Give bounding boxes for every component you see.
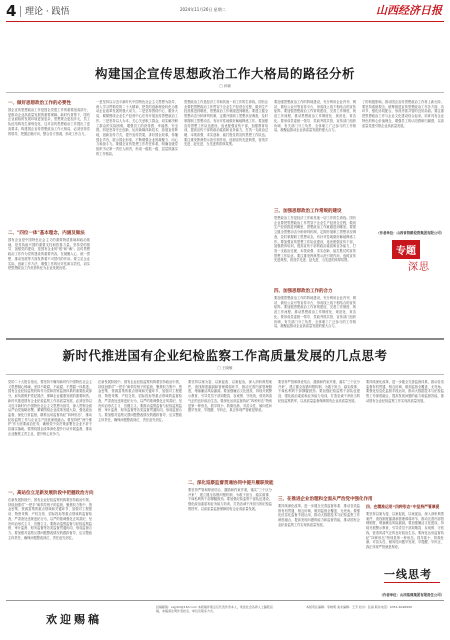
article1-headline: 构建国企宣传思想政治工作大格局的路径分析: [94, 66, 355, 81]
article1-subhead-1: 一、做好思想政治工作的必要性: [8, 101, 71, 106]
header-rule: [6, 21, 444, 22]
article2-subhead-4: 四、在精准运用“四种形态”中坚持严管厚爱: [366, 504, 440, 509]
frontline-thinking-tag: [384, 560, 444, 590]
article1-col4-b: 要加强思想政治工作的阵地建设，充分利用企业内刊、网站、微信公众号等宣传平台，形成线上线下相结合的宣传矩阵。要加强思想政治工作常规建设，完善工作制度，规范工作流程，推动思想政治工作制度化、规范化、常态化。要形成党委统一领导、党政齐抓共管、宣传部门组织协调、有关部门分工负责、全体职工广泛参与的工作格局，凝聚起推动企业高质量发展的强大合力。: [274, 296, 356, 329]
article1-col1-a: 国企宣传思想政治工作是国企党建工作的重要组成部分，是推动企业高质量发展的重要保障。新时代背景下，国有企业面临的发展环境更加复杂，思想观念更加多元，员工队伍结构发生深刻变化，这对宣传思想政治工作提出了更高要求。构建国企宣传思想政治工作大格局，必须坚持党的领导，把握正确方向，整合各方资源，形成工作合力。: [8, 108, 90, 136]
article1-col4-mid: 思想政治工作是经济工作和其他一切工作的生命线。国有企业要把思想政治工作贯穿于企业生产经营全过程，做到生产经营推进到哪里，思想政治工作就跟进到哪里。要建立健全思想动态分析研判机制，定期开展职工思想状况调查，及时掌握职工思想动态，有针对性地做好解疑释惑工作。要加强宣传思想工作队伍建设，选优配强宣传干部，加强教育培训，提高宣传干部的政治素质和业务能力，打造一支政治过硬、本领高强、求实创新、能打胜仗的宣传思想工作队伍。要注重发挥典型示范引领作用，选树宣传先进典型，营造学先进、赶先进、当先进的浓厚氛围。: [274, 216, 356, 263]
header-divider: [20, 6, 21, 17]
tag2-label: 一线思考: [384, 568, 432, 581]
article2-col1: 党的二十大报告指出，要坚持不懈用新时代中国特色社会主义思想凝心铸魂，坚持不敢腐、不能腐、不想腐一体推进。国有企业纪检监察机构作为党和国家监督体系的重要组成部分，肩负着维护党纪国法、保障企业健康发展的重要职责。新时代推进国有企业纪检监察工作高质量发展，必须坚持以习近平新时代中国特色社会主义思想为指导，深入贯彻全面从严治党战略部署，紧紧围绕企业改革发展大局，强化政治监督，深化日常监督，精准运用监督执纪“四种形态”，推动纪检监察工作与企业生产经营深度融合。要坚持把“两个维护”作为首要政治任务，确保党中央决策部署在企业不折不扣落实落地。要围绕国企改革深化提升行动开展监督，推动企业聚焦主责主业，提升核心竞争力。: [8, 380, 92, 436]
article2-headline: 新时代推进国有企业纪检监察工作高质量发展的几点思考: [62, 348, 388, 363]
article2-col4: 要坚持严管和厚爱结合、激励和约束并重，落实“三个区分开来”，建立健全容错纠错机制，为敢于担当、踏实做事、不谋私利的干部撑腰鼓劲。要加强纪检监察干部队伍建设，强化政治素质和业务能力培训，打造忠诚干净担当的纪检监察铁军，以高质量监督保障国有企业高质量发展。: [278, 380, 360, 403]
article1-subhead-2: 二、"四位一体"基本理念，内涵及做法: [8, 231, 85, 236]
article-separator: [6, 338, 444, 340]
article1-author: □ 孙颖: [219, 84, 231, 88]
article2-col2: 在新发展阶段中，国有企业纪检监察机构要坚持政治引领，持续加强对“一把手”和领导班子的监督，聚焦权力集中、资金密集、资源富集的重点领域和关键环节，加强对工程建设、物资采购、产权交易、招标投标等重点领域的监督检查，严肃查处违规违纪行为，以严的基调强化正风肃纪，坚决纠治形式主义、官僚主义。要推动巡察监督与纪检监察监督、审计监督、财务监督等各类监督贯通协同，形成监督合力。要加强对巡察反馈问题整改情况的跟踪督导，压实整改主体责任，确保问题整改到位、责任追究到位。: [98, 380, 182, 422]
article2-col5: 要持续深化改革，进一步健全完善监督体系，推动各类监督有机贯通、相互协调，做到监督全覆盖、无死角。要强化信息化监督手段运用，推动大数据技术与纪检监察工作深度融合，提高发现问题的能力和监督效能，推动国有企业纪检监察工作实现高质量发展。: [366, 380, 444, 403]
welcome-submissions: 欢迎赐稿: [46, 613, 102, 626]
article2-col5-b: 要坚持以案为鉴、以案促改、以案促治，深入剖析典型案件，查找制度漏洞和管理薄弱环节，推动完善内部管理制度，堵塞廉洁风险漏洞。要加强廉洁文化建设，持续开展警示教育，引导党员干部知敬畏、存戒惧、守底线，营造风清气正的良好政治生态。要深化运用监督执纪“四种形态”特别是第一种形态，抓早抓小、防微杜渐，对苗头性、倾向性问题早发现、早提醒、早纠正，真正体现严管就是厚爱。: [366, 512, 444, 549]
article1-col5: 了的积极影响，推动国企宣传思想政治工作再上新台阶。要坚持系统观念，统筹推进宣传思想政治工作各方面、各环节，强化协同配合，形成齐抓共管的良好局面。要注重把思想政治工作与企业文化建设结合起来，培育具有企业特色的核心价值理念，增强员工的认同感和归属感，以高质量党建引领企业高质量发展。: [362, 100, 444, 128]
article2-col3-b: 要坚持严管和厚爱结合、激励和约束并重，落实“三个区分开来”，建立健全容错纠错机制，为敢于担当、踏实做事、不谋私利的干部撑腰鼓劲。要加强纪检监察干部队伍建设，强化政治素质和业务能力培训，打造忠诚干净担当的纪检监察铁军，以高质量监督保障国有企业高质量发展。: [188, 488, 272, 511]
article1-signature: （作者单位：山西省铁路投资集团有限公司）: [376, 231, 444, 235]
article1-col2: 一是坚持以习近平新时代中国特色社会主义思想为指导，深入学习贯彻党的二十大精神，把党的创新理论转化为推动企业改革发展的强大动力。二是坚持围绕中心、服务大局，紧紧围绕企业生产经营中心任务开展宣传思想政治工作。三是坚持以人为本，关心关爱职工群众，切实解决职工群众的实际困难，增强员工的获得感、幸福感、安全感。四是坚持守正创新，运用新媒体新技术，拓展宣传阵地，创新宣传方式，提升宣传效果，讲好国企故事，传播国企声音，展示国企形象，不断增强企业的凝聚力、向心力和战斗力。要健全宣传思想工作责任体系，明确各级党组织书记第一责任人职责，形成一级抓一级、层层抓落实的工作格局。: [96, 100, 178, 156]
article2-subhead-1: 一、高站位立足新发展阶段中把握政治方向: [8, 491, 94, 496]
article2-author: □ 王晓敏: [217, 366, 233, 370]
page-number: 4: [6, 2, 17, 20]
issue-date: 2024年11月26日 星期二: [180, 7, 226, 12]
tag1-bottom: 深思: [408, 262, 430, 273]
article1-subhead-4: 四、加强思想政治工作的合力: [274, 289, 333, 294]
submission-note: 投稿邮箱：sxjjrbll@163.com 本版稿件观点仅代表作者本人，欢迎社会各界人士踊跃投稿，来稿请注明作者姓名、单位及联系方式。: [156, 605, 273, 613]
article2-rule: [6, 374, 444, 375]
article1-col3: 思想政治工作是经济工作和其他一切工作的生命线。国有企业要把思想政治工作贯穿于企业生产经营全过程，做到生产经营推进到哪里，思想政治工作就跟进到哪里。要建立健全思想动态分析研判机制，定期开展职工思想状况调查，及时掌握职工思想动态，有针对性地做好解疑释惑工作。要加强宣传思想工作队伍建设，选优配强宣传干部，加强教育培训，提高宣传干部的政治素质和业务能力，打造一支政治过硬、本领高强、求实创新、能打胜仗的宣传思想工作队伍。要注重发挥典型示范引领作用，选树宣传先进典型，营造学先进、赶先进、当先进的浓厚氛围。: [184, 100, 268, 147]
tag2-underline: [384, 582, 440, 583]
article2-signature: （作者单位：山西焦煤集团有限责任公司）: [379, 593, 444, 597]
section-title: 理论 · 践悟: [25, 7, 70, 17]
article1-subhead-3: 三、加强思想政治工作常规的建设: [274, 209, 342, 214]
article2-col1-b: 在新发展阶段中，国有企业纪检监察机构要坚持政治引领，持续加强对“一把手”和领导班子的监督，聚焦权力集中、资金密集、资源富集的重点领域和关键环节，加强对工程建设、物资采购、产权交易、招标投标等重点领域的监督检查，严肃查处违规违纪行为，以严的基调强化正风肃纪，坚决纠治形式主义、官僚主义。要推动巡察监督与纪检监察监督、审计监督、财务监督等各类监督贯通协同，形成监督合力。要加强对巡察反馈问题整改情况的跟踪督导，压实整改主体责任，确保问题整改到位、责任追究到位。: [8, 498, 92, 540]
article1-col4: 要加强思想政治工作的阵地建设，充分利用企业内刊、网站、微信公众号等宣传平台，形成线上线下相结合的宣传矩阵。要加强思想政治工作常规建设，完善工作制度，规范工作流程，推动思想政治工作制度化、规范化、常态化。要形成党委统一领导、党政齐抓共管、宣传部门组织协调、有关部门分工负责、全体职工广泛参与的工作格局，凝聚起推动企业高质量发展的强大合力。: [274, 100, 356, 133]
article1-rule: [6, 92, 444, 93]
page-header: [0, 0, 450, 22]
article1-col1-b: 国有企业是中国特色社会主义的重要物质基础和政治基础，是党执政兴国的重要支柱和依靠力量。坚持党的领导、加强党的建设，是国有企业的"根"和"魂"。宣传思想政治工作作为党的建设的重要内容，在凝聚人心、统一思想、推动发展等方面发挥着不可替代的作用。要立足企业实际，创新工作方法，增强工作的针对性和实效性，切实把思想政治工作优势转化为企业发展优势。: [8, 238, 90, 271]
article2-col4-b: 要持续深化改革，进一步健全完善监督体系，推动各类监督有机贯通、相互协调，做到监督全覆盖、无死角。要强化信息化监督手段运用，推动大数据技术与纪检监察工作深度融合，提高发现问题的能力和监督效能，推动国有企业纪检监察工作实现高质量发展。: [278, 504, 360, 527]
tag1-top: 专题: [392, 240, 420, 259]
editor-note: 本版责任编辑：李晓明 美术编辑：王芳 校对：张丽 联系电话：0351-4048999: [306, 605, 412, 609]
page-footer: [6, 600, 444, 635]
article2-subhead-2: 二、深化巡察监督贯通协同中提升履职效能: [188, 481, 274, 486]
special-topic-tag: [392, 240, 444, 276]
article2-subhead-3: 三、在推进企业治理和全面从严治党中强化作用: [278, 497, 373, 502]
article2-col3: 要坚持以案为鉴、以案促改、以案促治，深入剖析典型案件，查找制度漏洞和管理薄弱环节，推动完善内部管理制度，堵塞廉洁风险漏洞。要加强廉洁文化建设，持续开展警示教育，引导党员干部知敬畏、存戒惧、守底线，营造风清气正的良好政治生态。要深化运用监督执纪“四种形态”特别是第一种形态，抓早抓小、防微杜渐，对苗头性、倾向性问题早发现、早提醒、早纠正，真正体现严管就是厚爱。: [188, 380, 272, 413]
newspaper-logo: 山西经济日报: [376, 4, 442, 17]
